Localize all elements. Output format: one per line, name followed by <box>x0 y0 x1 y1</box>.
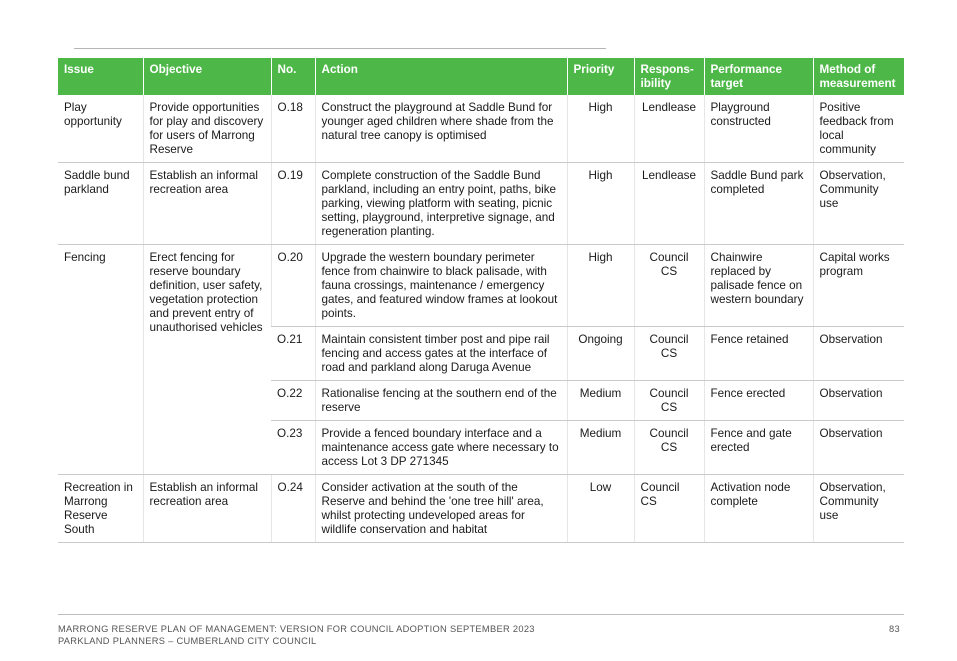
cell-performance: Fence erected <box>704 381 813 421</box>
header-method-line1: Method of <box>819 63 876 76</box>
cell-performance: Chainwire replaced by palisade fence on western boundary <box>704 245 813 327</box>
header-performance-line2: target <box>710 77 743 90</box>
cell-method: Observation <box>813 327 904 381</box>
cell-priority: High <box>567 163 634 245</box>
cell-performance: Activation node complete <box>704 475 813 543</box>
cell-objective: Erect fencing for reserve boundary definition, user safety, vegetation protection and prevent entry of unauthorised vehicles <box>143 245 271 475</box>
cell-action: Complete construction of the Saddle Bund parkland, including an entry point, paths, bike parking, viewing platform with seating, picnic setting, playground, interpretive signage, and regeneration planting. <box>315 163 567 245</box>
header-no: No. <box>271 58 315 95</box>
header-action: Action <box>315 58 567 95</box>
cell-method: Capital works program <box>813 245 904 327</box>
cell-action: Consider activation at the south of the Reserve and behind the 'one tree hill' area, whilst protecting undeveloped areas for wildlife conservation and habitat <box>315 475 567 543</box>
footer-divider <box>58 614 904 615</box>
cell-priority: Ongoing <box>567 327 634 381</box>
table-row <box>58 163 904 245</box>
cell-responsibility: Lendlease <box>634 95 704 163</box>
header-priority: Priority <box>567 58 634 95</box>
footer-organisation: PARKLAND PLANNERS – CUMBERLAND CITY COUNCIL <box>58 636 317 646</box>
footer-document-title: MARRONG RESERVE PLAN OF MANAGEMENT: VERSION FOR COUNCIL ADOPTION SEPTEMBER 2023 <box>58 624 535 634</box>
header-performance-target <box>704 58 813 95</box>
cell-method: Observation, Community use <box>813 163 904 245</box>
cell-responsibility: Lendlease <box>634 163 704 245</box>
cell-issue: Recreation in Marrong Reserve South <box>58 475 143 543</box>
management-actions-table <box>58 58 904 543</box>
cell-priority: Low <box>567 475 634 543</box>
cell-issue: Play opportunity <box>58 95 143 163</box>
cell-no: O.19 <box>271 163 315 245</box>
cell-method: Observation <box>813 381 904 421</box>
cell-responsibility: Council CS <box>634 245 704 327</box>
cell-method: Observation, Community use <box>813 475 904 543</box>
header-responsibility-line1: Respons- <box>640 63 694 76</box>
cell-no: O.24 <box>271 475 315 543</box>
cell-action: Maintain consistent timber post and pipe rail fencing and access gates at the interface of road and parkland along Daruga Avenue <box>315 327 567 381</box>
page-footer <box>58 623 904 647</box>
cell-action: Rationalise fencing at the southern end of the reserve <box>315 381 567 421</box>
cell-responsibility: Council CS <box>634 421 704 475</box>
cell-performance: Fence and gate erected <box>704 421 813 475</box>
cell-priority: Medium <box>567 421 634 475</box>
cell-method: Positive feedback from local community <box>813 95 904 163</box>
cell-priority: Medium <box>567 381 634 421</box>
cell-no: O.22 <box>271 381 315 421</box>
cell-objective: Establish an informal recreation area <box>143 475 271 543</box>
cell-issue: Saddle bund parkland <box>58 163 143 245</box>
cell-no: O.23 <box>271 421 315 475</box>
top-divider <box>74 48 606 49</box>
table-row <box>58 95 904 163</box>
cell-no: O.21 <box>271 327 315 381</box>
cell-priority: High <box>567 95 634 163</box>
page-number: 83 <box>889 624 900 634</box>
cell-performance: Saddle Bund park completed <box>704 163 813 245</box>
cell-performance: Fence retained <box>704 327 813 381</box>
cell-performance: Playground constructed <box>704 95 813 163</box>
cell-priority: High <box>567 245 634 327</box>
cell-responsibility: Council CS <box>634 475 704 543</box>
table-row <box>58 245 904 327</box>
header-responsibility-line2: ibility <box>640 77 672 90</box>
header-method-line2: measurement <box>819 77 896 90</box>
cell-method: Observation <box>813 421 904 475</box>
cell-responsibility: Council CS <box>634 381 704 421</box>
cell-no: O.20 <box>271 245 315 327</box>
header-responsibility <box>634 58 704 95</box>
cell-action: Upgrade the western boundary perimeter fence from chainwire to black palisade, with fauna crossings, maintenance / emergency gates, and featured window frames at lookout points. <box>315 245 567 327</box>
cell-issue: Fencing <box>58 245 143 475</box>
cell-no: O.18 <box>271 95 315 163</box>
cell-objective: Establish an informal recreation area <box>143 163 271 245</box>
cell-objective: Provide opportunities for play and discovery for users of Marrong Reserve <box>143 95 271 163</box>
cell-action: Construct the playground at Saddle Bund for younger aged children where shade from the natural tree canopy is optimised <box>315 95 567 163</box>
header-issue: Issue <box>58 58 143 95</box>
header-method <box>813 58 904 95</box>
cell-responsibility: Council CS <box>634 327 704 381</box>
header-objective: Objective <box>143 58 271 95</box>
cell-action: Provide a fenced boundary interface and a maintenance access gate where necessary to access Lot 3 DP 271345 <box>315 421 567 475</box>
table-row <box>58 475 904 543</box>
header-performance-line1: Performance <box>710 63 782 76</box>
table-header-row <box>58 58 904 95</box>
